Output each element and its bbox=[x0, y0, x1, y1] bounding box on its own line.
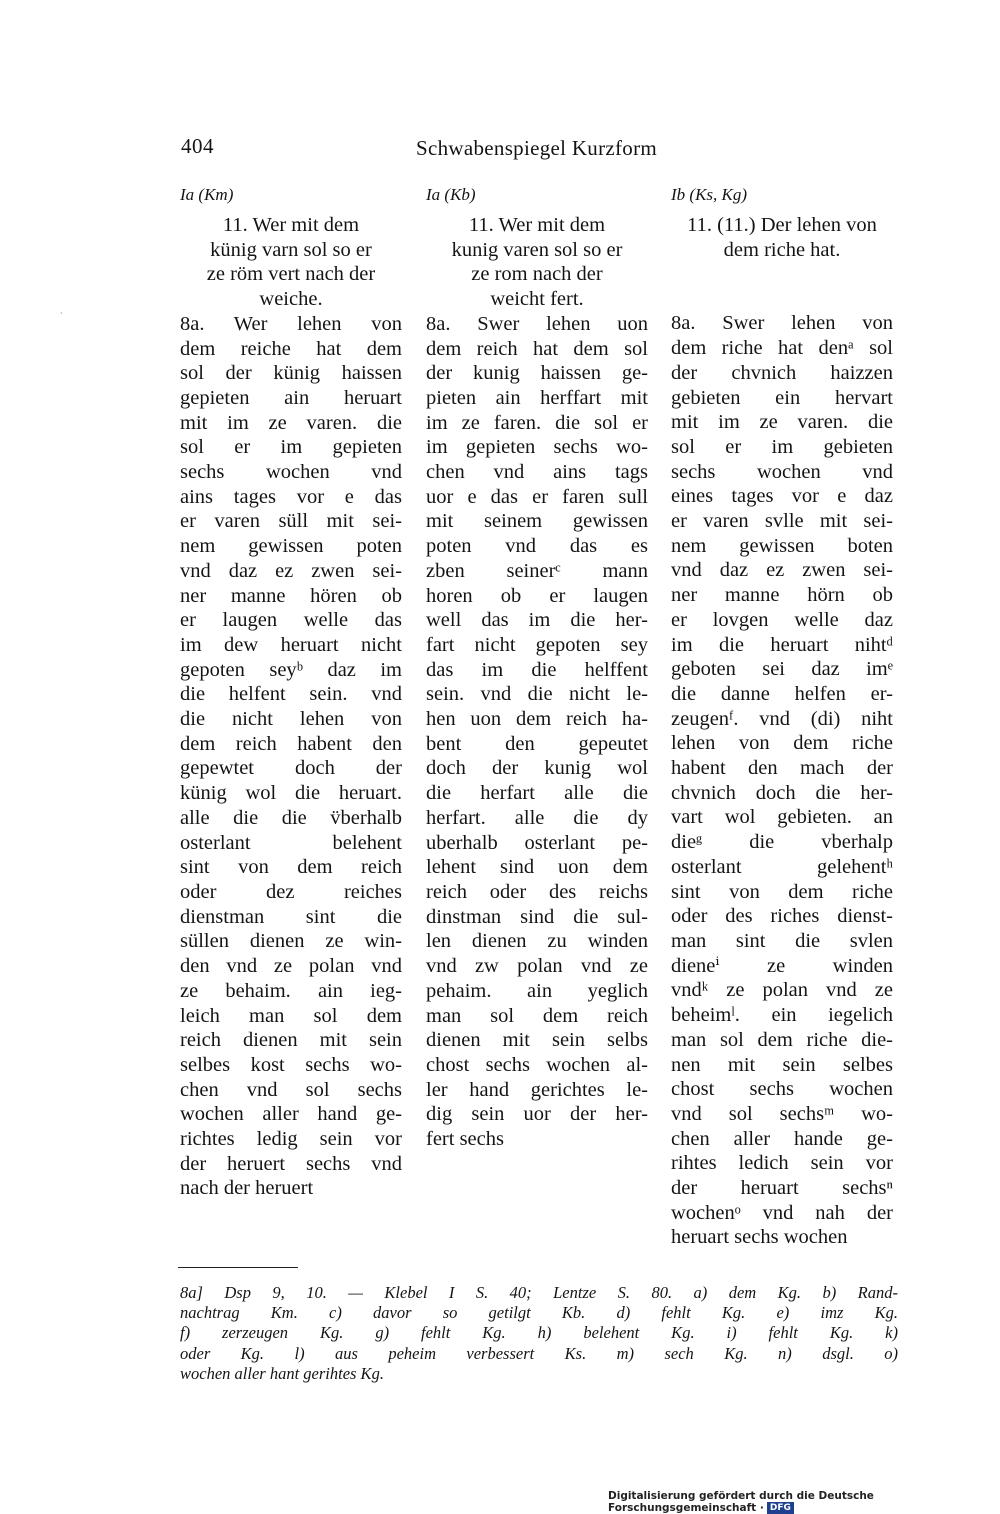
text-line: eines tages vor e daz bbox=[671, 485, 893, 508]
text-line: sint von dem reich bbox=[180, 856, 402, 879]
text-line: gepewtet doch der bbox=[180, 757, 402, 780]
heading-line: ze rom nach der bbox=[471, 263, 603, 286]
text-line: pieten ain herffart mit bbox=[426, 386, 648, 409]
text-line: pehaim. ain yeglich bbox=[426, 979, 648, 1002]
column-ib-ks-kg bbox=[671, 183, 893, 1250]
text-line: dienstman sint die bbox=[180, 905, 402, 928]
text-line: osterlant gelehentʰ bbox=[671, 855, 893, 878]
digitization-credit bbox=[608, 1490, 1000, 1514]
text-line: gepieten ain heruart bbox=[180, 386, 402, 409]
text-line: lehen von dem riche bbox=[671, 732, 893, 755]
text-line: lehent sind uon dem bbox=[426, 856, 648, 879]
column-body bbox=[180, 312, 402, 1201]
footnote-line: f) zerzeugen Kg. g) fehlt Kg. h) belehent Kg. i) fehlt Kg. k) bbox=[180, 1323, 898, 1343]
text-line: sechs wochen vnd bbox=[180, 461, 402, 484]
text-line: dieneⁱ ze winden bbox=[671, 954, 893, 977]
footnote-rule bbox=[178, 1267, 298, 1268]
text-line: reich dienen mit sein bbox=[180, 1029, 402, 1052]
text-line: dig sein uor der her- bbox=[426, 1103, 648, 1126]
column-ia-km bbox=[180, 183, 402, 1201]
column-body bbox=[426, 312, 648, 1152]
text-line: mit seinem gewissen bbox=[426, 510, 648, 533]
text-line: chen vnd sol sechs bbox=[180, 1078, 402, 1101]
text-line: beheimˡ. ein iegelich bbox=[671, 1004, 893, 1027]
text-line: geboten sei daz imᵉ bbox=[671, 658, 893, 681]
text-line: im die heruart nihtᵈ bbox=[671, 633, 893, 656]
text-line: well das im die her- bbox=[426, 609, 648, 632]
text-line: vnd daz ez zwen sei- bbox=[180, 559, 402, 582]
text-line: im dew heruart nicht bbox=[180, 633, 402, 656]
text-line: sol er im gepieten bbox=[180, 436, 402, 459]
heading-line: dem riche hat. bbox=[723, 238, 841, 261]
text-line: dem riche hat denᵃ sol bbox=[671, 337, 893, 360]
text-line: len dienen zu winden bbox=[426, 930, 648, 953]
text-line: die herfart alle die bbox=[426, 782, 648, 805]
text-line: der chvnich haizzen bbox=[671, 361, 893, 384]
text-line: er varen svlle mit sei- bbox=[671, 510, 893, 533]
text-line: dienen mit sein selbs bbox=[426, 1029, 648, 1052]
text-line: poten vnd das es bbox=[426, 535, 648, 558]
text-line: ze behaim. ain ieg- bbox=[180, 979, 402, 1002]
text-line: ler hand gerichtes le- bbox=[426, 1078, 648, 1101]
text-line: gebieten ein hervart bbox=[671, 386, 893, 409]
column-label: Ib (Ks, Kg) bbox=[671, 185, 748, 204]
column-body bbox=[671, 311, 893, 1250]
section-heading bbox=[426, 213, 648, 312]
text-line: die helfent sein. vnd bbox=[180, 683, 402, 706]
text-line: das im die helffent bbox=[426, 658, 648, 681]
text-line: nen mit sein selbes bbox=[671, 1053, 893, 1076]
text-line: chen vnd ains tags bbox=[426, 461, 648, 484]
heading-line: 11. Wer mit dem bbox=[468, 214, 606, 236]
text-line: mit im ze varen. die bbox=[180, 411, 402, 434]
stray-mark: ˎ bbox=[60, 304, 63, 314]
text-line: man sol dem riche die- bbox=[671, 1028, 893, 1051]
text-line: oder des riches dienst- bbox=[671, 905, 893, 928]
text-line: wochenᵒ vnd nah der bbox=[671, 1201, 893, 1224]
digitization-text: Digitalisierung gefördert durch die Deutsche Forschungsgemeinschaft · bbox=[608, 1490, 874, 1514]
text-line: sol der künig haissen bbox=[180, 362, 402, 385]
heading-line: weicht fert. bbox=[490, 288, 584, 311]
text-line: man sint die svlen bbox=[671, 929, 893, 952]
text-line: dem reich hat dem sol bbox=[426, 337, 648, 360]
text-line: horen ob er laugen bbox=[426, 584, 648, 607]
text-line: die danne helfen er- bbox=[671, 682, 893, 705]
text-line: zeugenᶠ. vnd (di) niht bbox=[671, 707, 893, 730]
text-line: im gepieten sechs wo- bbox=[426, 436, 648, 459]
heading-line: weiche. bbox=[259, 288, 323, 311]
text-line: chvnich doch die her- bbox=[671, 781, 893, 804]
text-line: chen aller hande ge- bbox=[671, 1127, 893, 1150]
text-line: nem gewissen boten bbox=[671, 534, 893, 557]
footnote-line: 8a] Dsp 9, 10. — Klebel I S. 40; Lentze S. 80. a) dem Kg. b) Rand- bbox=[180, 1283, 898, 1302]
text-line: künig wol die heruart. bbox=[180, 782, 402, 805]
footnote-line: oder Kg. l) aus peheim verbessert Ks. m) sech Kg. n) dsgl. o) bbox=[180, 1343, 898, 1363]
text-line: ner manne hören ob bbox=[180, 584, 402, 607]
heading-line: 11. (11.) Der lehen von bbox=[687, 214, 877, 236]
text-line: der heruert sechs vnd bbox=[180, 1152, 402, 1175]
text-line: vndᵏ ze polan vnd ze bbox=[671, 979, 893, 1002]
footnote-line: nachtrag Km. c) davor so getilgt Kb. d) fehlt Kg. e) imz Kg. bbox=[180, 1303, 898, 1323]
section-heading bbox=[671, 213, 893, 262]
text-line: vnd zw polan vnd ze bbox=[426, 955, 648, 978]
text-line: im ze faren. die sol er bbox=[426, 411, 648, 434]
text-line: heruart sechs wochen bbox=[671, 1226, 848, 1249]
footnotes bbox=[180, 1283, 898, 1384]
text-line: chost sechs wochen al- bbox=[426, 1053, 648, 1076]
text-line: man sol dem reich bbox=[426, 1004, 648, 1027]
text-line: sint von dem riche bbox=[671, 880, 893, 903]
text-line: der heruart sechsⁿ bbox=[671, 1177, 893, 1200]
text-line: chost sechs wochen bbox=[671, 1078, 893, 1101]
text-line: er laugen welle das bbox=[180, 609, 402, 632]
text-line: doch der kunig wol bbox=[426, 757, 648, 780]
heading-line: 11. Wer mit dem bbox=[222, 214, 360, 236]
text-line: dem reich habent den bbox=[180, 732, 402, 755]
footnote-line: wochen aller hant gerihtes Kg. bbox=[180, 1363, 384, 1383]
text-line: nem gewissen poten bbox=[180, 535, 402, 558]
page-number: 404 bbox=[181, 134, 214, 158]
text-line: mit im ze varen. die bbox=[671, 411, 893, 434]
text-line: dieᵍ die vberhalp bbox=[671, 831, 893, 854]
text-line: alle die die v̈berhalb bbox=[180, 806, 402, 829]
text-line: sol er im gebieten bbox=[671, 435, 893, 458]
text-line: rihtes ledich sein vor bbox=[671, 1152, 893, 1175]
heading-spacer bbox=[671, 262, 893, 311]
text-line: süllen dienen ze win- bbox=[180, 930, 402, 953]
text-line: sein. vnd die nicht le- bbox=[426, 683, 648, 706]
column-label: Ia (Km) bbox=[180, 185, 234, 204]
text-line: vnd sol sechsᵐ wo- bbox=[671, 1102, 893, 1125]
text-line: leich man sol dem bbox=[180, 1004, 402, 1027]
text-line: bent den gepeutet bbox=[426, 732, 648, 755]
text-line: er varen süll mit sei- bbox=[180, 510, 402, 533]
section-heading bbox=[180, 213, 402, 312]
text-line: er lovgen welle daz bbox=[671, 608, 893, 631]
text-line: habent den mach der bbox=[671, 757, 893, 780]
text-line: gepoten seyᵇ daz im bbox=[180, 658, 402, 681]
text-line: den vnd ze polan vnd bbox=[180, 955, 402, 978]
text-line: sechs wochen vnd bbox=[671, 460, 893, 483]
column-label: Ia (Kb) bbox=[426, 185, 476, 204]
text-line: ains tages vor e das bbox=[180, 485, 402, 508]
text-line: 8a. Wer lehen von bbox=[180, 312, 402, 335]
text-line: hen uon dem reich ha- bbox=[426, 708, 648, 731]
text-line: oder dez reiches bbox=[180, 880, 402, 903]
heading-line: künig varn sol so er bbox=[210, 238, 372, 261]
text-line: zben seinerᶜ mann bbox=[426, 559, 648, 582]
text-line: fert sechs bbox=[426, 1128, 504, 1151]
heading-line: ze röm vert nach der bbox=[206, 263, 376, 286]
running-title: Schwabenspiegel Kurzform bbox=[416, 136, 658, 160]
dfg-logo: DFG bbox=[767, 1502, 794, 1514]
text-line: ner manne hörn ob bbox=[671, 584, 893, 607]
text-line: wochen aller hand ge- bbox=[180, 1103, 402, 1126]
text-line: uor e das er faren sull bbox=[426, 485, 648, 508]
text-line: vart wol gebieten. an bbox=[671, 806, 893, 829]
text-line: fart nicht gepoten sey bbox=[426, 633, 648, 656]
text-line: die nicht lehen von bbox=[180, 708, 402, 731]
text-line: der kunig haissen ge- bbox=[426, 362, 648, 385]
text-line: dinstman sind die sul- bbox=[426, 905, 648, 928]
text-line: nach der heruert bbox=[180, 1177, 314, 1200]
text-line: selbes kost sechs wo- bbox=[180, 1053, 402, 1076]
text-line: dem reiche hat dem bbox=[180, 337, 402, 360]
text-line: vnd daz ez zwen sei- bbox=[671, 559, 893, 582]
heading-line: kunig varen sol so er bbox=[451, 238, 623, 261]
text-line: herfart. alle die dy bbox=[426, 806, 648, 829]
text-line: richtes ledig sein vor bbox=[180, 1128, 402, 1151]
text-line: reich oder des reichs bbox=[426, 880, 648, 903]
text-line: osterlant belehent bbox=[180, 831, 402, 854]
text-line: 8a. Swer lehen uon bbox=[426, 312, 648, 335]
text-line: uberhalb osterlant pe- bbox=[426, 831, 648, 854]
text-line: 8a. Swer lehen von bbox=[671, 312, 893, 335]
column-ia-kb bbox=[426, 183, 648, 1152]
